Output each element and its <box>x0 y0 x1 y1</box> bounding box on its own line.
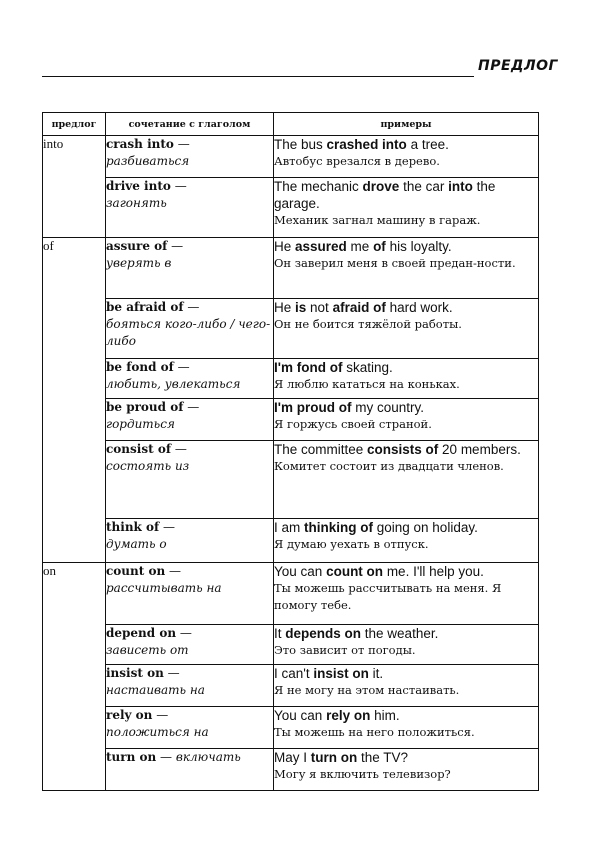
verb-translation: положиться на <box>106 725 209 739</box>
example-russian: Это зависит от погоды. <box>274 643 416 657</box>
verb-combination-cell <box>106 707 274 749</box>
verb-translation: думать о <box>106 537 167 551</box>
example-keyword: assured <box>295 239 347 254</box>
dash: — <box>159 520 176 534</box>
example-cell <box>274 749 539 791</box>
phrasal-verb: drive into <box>106 179 171 193</box>
example-english <box>274 441 538 458</box>
example-keyword: consists of <box>367 442 439 457</box>
example-russian: Комитет состоит из двадцати членов. <box>274 459 504 473</box>
example-text: I can't <box>274 666 314 681</box>
verb-translation: уверять в <box>106 256 172 270</box>
example-keyword: I'm fond of <box>274 360 343 375</box>
verb-combination-cell <box>106 178 274 238</box>
example-keyword: turn on <box>310 750 358 765</box>
example-russian: Я горжусь своей страной. <box>274 417 432 431</box>
table-row <box>43 359 539 399</box>
verb-combination-cell <box>106 238 274 299</box>
verb-translation: состоять из <box>106 459 190 473</box>
example-text: It <box>274 626 286 641</box>
example-keyword: afraid of <box>332 300 386 315</box>
verb-combination-cell <box>106 625 274 665</box>
table-row <box>43 625 539 665</box>
verb-translation: загонять <box>106 196 167 210</box>
example-keyword: drove <box>362 179 400 194</box>
phrasal-verb: consist of <box>106 442 171 456</box>
verb-combination-cell <box>106 441 274 519</box>
phrasal-verb: depend on <box>106 626 177 640</box>
dash: — <box>170 179 187 193</box>
example-cell <box>274 665 539 707</box>
table-row <box>43 707 539 749</box>
dash: — <box>171 442 187 456</box>
verb-combination-cell <box>106 399 274 441</box>
phrasal-verb: crash into <box>106 137 174 151</box>
phrasal-verb: be proud of <box>106 400 184 414</box>
example-english <box>274 359 538 376</box>
example-keyword: of <box>373 239 386 254</box>
verb-translation: гордиться <box>106 417 175 431</box>
example-text: my country. <box>351 400 424 415</box>
example-cell <box>274 238 539 299</box>
verb-translation: разбиваться <box>106 154 190 168</box>
example-text: the TV? <box>357 750 409 765</box>
example-english <box>274 399 538 416</box>
example-russian: Я не могу на этом настаивать. <box>274 683 460 697</box>
example-russian: Я думаю уехать в отпуск. <box>274 537 429 551</box>
example-text: not <box>306 300 333 315</box>
dash: — <box>163 666 180 680</box>
header-rule <box>42 76 474 77</box>
example-text: I am <box>274 520 305 535</box>
dash: — <box>183 300 200 314</box>
header-preposition: предлог <box>43 113 106 136</box>
example-keyword: crashed into <box>326 137 407 152</box>
table-row <box>43 178 539 238</box>
example-text: You can <box>274 708 327 723</box>
example-cell <box>274 359 539 399</box>
phrasal-verb: think of <box>106 520 160 534</box>
example-keyword: is <box>295 300 307 315</box>
example-text: me <box>346 239 374 254</box>
table-row <box>43 399 539 441</box>
table-row <box>43 441 539 519</box>
example-english <box>274 299 538 316</box>
example-russian: Он не боится тяжёлой работы. <box>274 317 462 331</box>
example-russian: Могу я включить телевизор? <box>274 767 451 781</box>
example-keyword: into <box>448 179 473 194</box>
verb-translation: зависеть от <box>106 643 189 657</box>
dash: — <box>167 239 184 253</box>
header-verb-combination: сочетание с глаголом <box>106 113 274 136</box>
phrasal-verb: rely on <box>106 708 153 722</box>
table-row <box>43 749 539 791</box>
table-row <box>43 563 539 625</box>
table-row <box>43 519 539 563</box>
dash: — <box>173 360 190 374</box>
phrasal-verb: insist on <box>106 666 164 680</box>
header-examples: примеры <box>274 113 539 136</box>
example-cell <box>274 441 539 519</box>
example-cell <box>274 519 539 563</box>
verb-translation: настаивать на <box>106 683 205 697</box>
example-text: The committee <box>274 442 368 457</box>
table-row <box>43 665 539 707</box>
example-english <box>274 707 538 724</box>
phrasal-verb: assure of <box>106 239 168 253</box>
example-cell <box>274 178 539 238</box>
verb-combination-cell <box>106 136 274 178</box>
verb-combination-cell <box>106 749 274 791</box>
section-title: ПРЕДЛОГ <box>478 58 558 74</box>
example-text: a tree. <box>406 137 449 152</box>
table-header-row <box>43 113 539 136</box>
example-keyword: depends on <box>285 626 362 641</box>
example-keyword: rely on <box>326 708 371 723</box>
table-row <box>43 238 539 299</box>
dash: — <box>176 626 192 640</box>
example-text: hard work. <box>385 300 453 315</box>
example-text: it. <box>368 666 384 681</box>
example-english <box>274 749 538 766</box>
example-cell <box>274 299 539 359</box>
table-row <box>43 299 539 359</box>
example-cell <box>274 707 539 749</box>
example-text: May I <box>274 750 311 765</box>
example-text: 20 members. <box>438 442 521 457</box>
phrasal-verb: turn on <box>106 750 157 764</box>
example-text: The bus <box>274 137 327 152</box>
phrasal-verb: be fond of <box>106 360 174 374</box>
example-text: skating. <box>342 360 393 375</box>
example-russian: Я люблю кататься на коньках. <box>274 377 460 391</box>
example-text: He <box>274 300 296 315</box>
example-english <box>274 178 538 212</box>
phrasal-verb: be afraid of <box>106 300 184 314</box>
example-russian: Ты можешь рассчитывать на меня. Я помогу тебе. <box>274 581 502 612</box>
example-russian: Он заверил меня в своей предан-ности. <box>274 256 516 270</box>
example-russian: Механик загнал машину в гараж. <box>274 213 481 227</box>
example-text: The mechanic <box>274 179 363 194</box>
example-text: the car <box>399 179 449 194</box>
example-text: He <box>274 239 296 254</box>
example-text: the garage. <box>274 179 496 211</box>
example-english <box>274 136 538 153</box>
example-keyword: thinking of <box>304 520 373 535</box>
example-text: You can <box>274 564 327 579</box>
example-russian: Ты можешь на него положиться. <box>274 725 475 739</box>
verb-combination-cell <box>106 563 274 625</box>
example-text: his loyalty. <box>385 239 452 254</box>
phrasal-verb: count on <box>106 564 166 578</box>
example-keyword: insist on <box>313 666 369 681</box>
verb-combination-cell <box>106 665 274 707</box>
verb-combination-cell <box>106 519 274 563</box>
preposition-cell: on <box>43 563 106 791</box>
example-keyword: I'm proud of <box>274 400 352 415</box>
dash: — <box>165 564 182 578</box>
example-cell <box>274 563 539 625</box>
dash: — <box>183 400 200 414</box>
prepositions-table <box>42 112 539 791</box>
example-english <box>274 563 538 580</box>
example-cell <box>274 136 539 178</box>
example-text: going on holiday. <box>373 520 478 535</box>
table-row <box>43 136 539 178</box>
verb-combination-cell <box>106 359 274 399</box>
example-keyword: count on <box>326 564 384 579</box>
verb-combination-cell <box>106 299 274 359</box>
example-english <box>274 665 538 682</box>
example-text: me. I'll help you. <box>383 564 484 579</box>
verb-translation: включать <box>175 750 241 764</box>
example-cell <box>274 625 539 665</box>
verb-translation: рассчитывать на <box>106 581 222 595</box>
verb-translation: бояться кого-либо / чего-либо <box>106 317 271 348</box>
example-russian: Автобус врезался в дерево. <box>274 154 440 168</box>
dash: — <box>173 137 190 151</box>
example-cell <box>274 399 539 441</box>
preposition-cell: of <box>43 238 106 563</box>
example-english <box>274 238 538 255</box>
verb-translation: любить, увлекаться <box>106 377 241 391</box>
example-text: the weather. <box>361 626 439 641</box>
example-english <box>274 519 538 536</box>
dash: — <box>152 708 169 722</box>
example-english <box>274 625 538 642</box>
example-text: him. <box>370 708 400 723</box>
preposition-cell: into <box>43 136 106 238</box>
dash: — <box>156 750 176 764</box>
